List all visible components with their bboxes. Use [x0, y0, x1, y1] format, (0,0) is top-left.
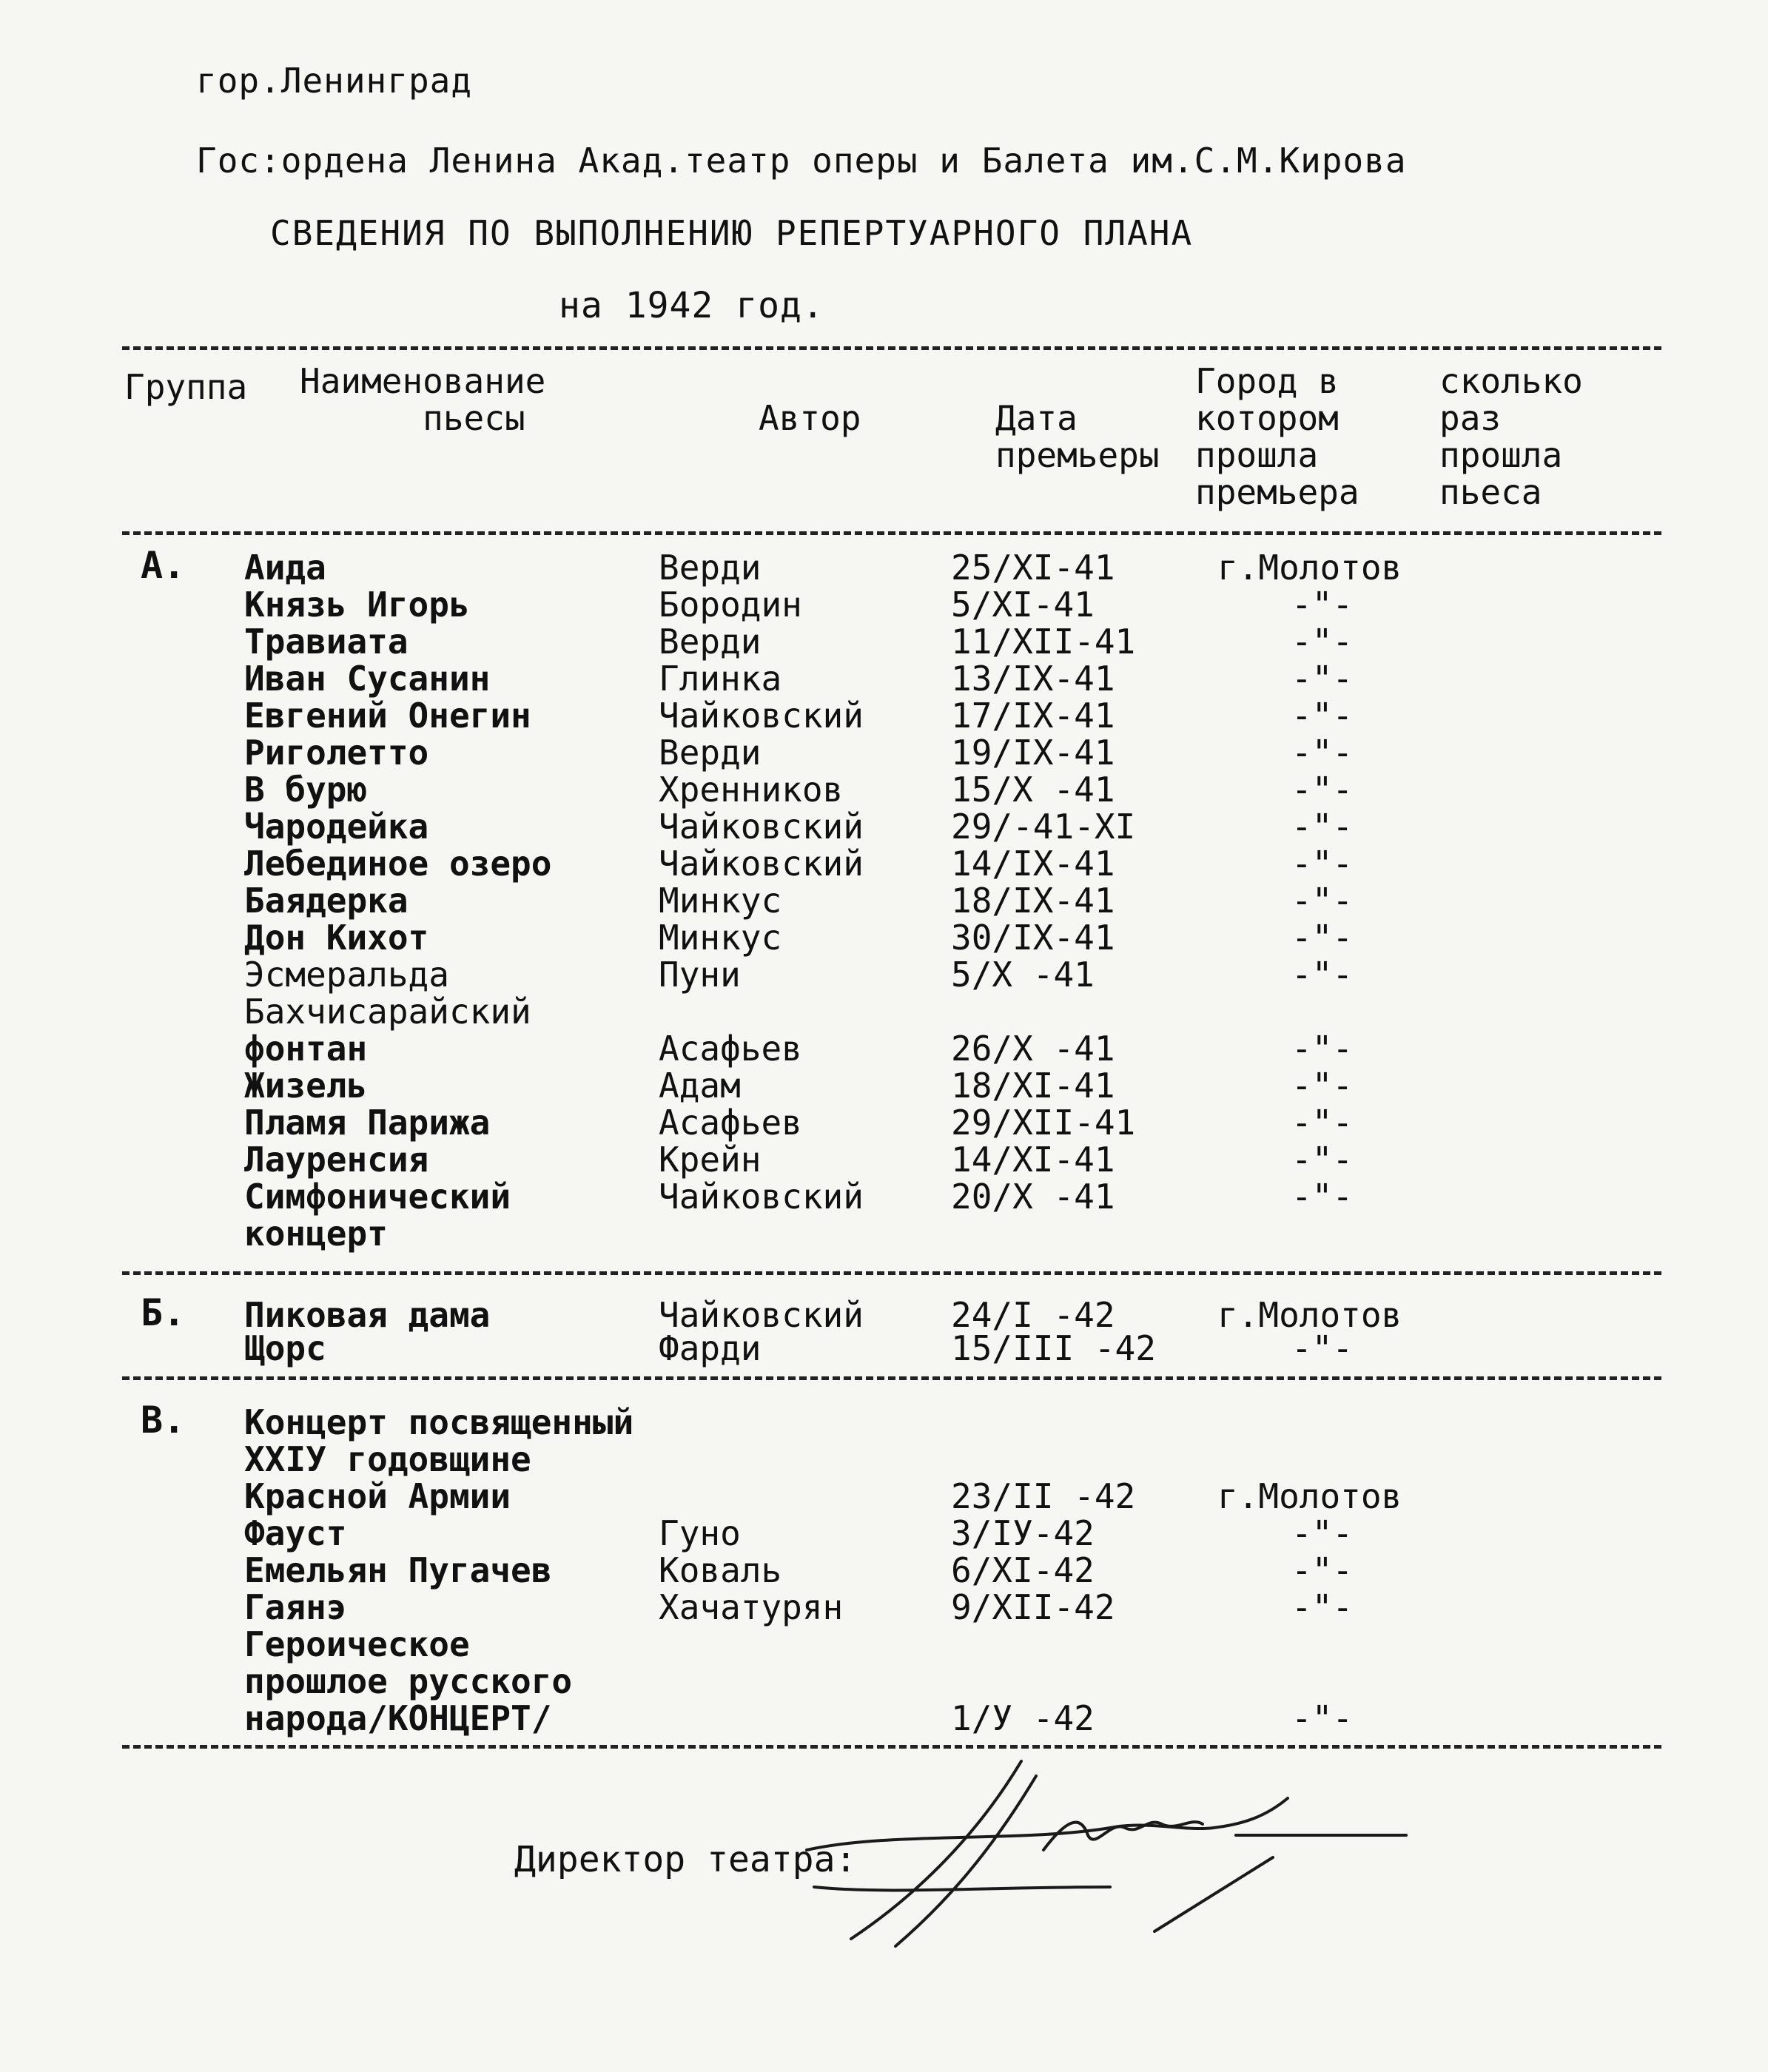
premiere-city: -"-: [1291, 1103, 1354, 1143]
author-name: Крейн: [659, 1140, 762, 1180]
premiere-date: 3/IУ-42: [951, 1513, 1095, 1553]
document-title: СВЕДЕНИЯ ПО ВЫПОЛНЕНИЮ РЕПЕРТУАРНОГО ПЛАНА: [270, 213, 1194, 253]
premiere-city: -"-: [1291, 918, 1354, 958]
play-name: Емельян Пугачев: [244, 1550, 552, 1590]
author-name: Верди: [659, 548, 762, 588]
author-name: Хренников: [659, 770, 844, 810]
table-row: [0, 1177, 1768, 1217]
author-name: Глинка: [659, 659, 782, 699]
play-name: Лауренсия: [244, 1140, 429, 1180]
premiere-date: 15/III -42: [951, 1328, 1156, 1368]
table-row: [0, 1402, 1768, 1442]
theatre-name: Гос:ордена Ленина Акад.театр оперы и Балета им.С.М.Кирова: [196, 141, 1407, 181]
table-row: [0, 585, 1768, 625]
play-name: Евгений Онегин: [244, 696, 531, 736]
premiere-city: -"-: [1291, 1513, 1354, 1553]
premiere-date: 1/У -42: [951, 1698, 1095, 1738]
play-name: Героическое: [244, 1624, 470, 1664]
premiere-city: -"-: [1291, 696, 1354, 736]
play-name: народа/КОНЦЕРТ/: [244, 1698, 552, 1738]
play-name: Симфонический: [244, 1177, 511, 1217]
play-name: фонтан: [244, 1029, 368, 1069]
author-name: Бородин: [659, 585, 802, 625]
author-name: Адам: [659, 1066, 741, 1106]
premiere-city: -"-: [1291, 1066, 1354, 1106]
column-header-name: Наименование пьесы: [300, 361, 546, 438]
play-name: Бахчисарайский: [244, 992, 531, 1032]
play-name: Концерт посвященный: [244, 1402, 634, 1442]
table-row: [0, 548, 1768, 588]
author-name: Чайковский: [659, 807, 864, 847]
city-line: гор.Ленинград: [196, 61, 473, 101]
premiere-date: 30/IX-41: [951, 918, 1115, 958]
premiere-city: -"-: [1291, 1698, 1354, 1738]
table-row: [0, 1140, 1768, 1180]
premiere-city: -"-: [1291, 1029, 1354, 1069]
table-row: [0, 1587, 1768, 1627]
play-name: Травиата: [244, 622, 409, 662]
premiere-date: 29/XII-41: [951, 1103, 1136, 1143]
table-row: [0, 955, 1768, 995]
premiere-date: 17/IX-41: [951, 696, 1115, 736]
premiere-city: -"-: [1291, 622, 1354, 662]
divider: [122, 1376, 1661, 1380]
author-name: Гуно: [659, 1513, 741, 1553]
play-name: прошлое русского: [244, 1661, 573, 1701]
premiere-city: -"-: [1291, 844, 1354, 884]
table-row: [0, 1698, 1768, 1738]
author-name: Асафьев: [659, 1103, 802, 1143]
premiere-date: 29/-41-XI: [951, 807, 1136, 847]
premiere-city: -"-: [1291, 585, 1354, 625]
table-row: [0, 1328, 1768, 1368]
column-header-group: Группа: [124, 367, 248, 407]
premiere-city: г.Молотов: [1217, 548, 1402, 588]
premiere-date: 14/IX-41: [951, 844, 1115, 884]
group-label-v: В.: [141, 1399, 186, 1442]
author-name: Хачатурян: [659, 1587, 844, 1627]
premiere-city: -"-: [1291, 807, 1354, 847]
premiere-date: 15/X -41: [951, 770, 1115, 810]
premiere-city: -"-: [1291, 881, 1354, 921]
author-name: Чайковский: [659, 1177, 864, 1217]
play-name: Пламя Парижа: [244, 1103, 491, 1143]
table-row: [0, 1550, 1768, 1590]
play-name: Риголетто: [244, 733, 429, 773]
premiere-date: 6/XI-42: [951, 1550, 1095, 1590]
premiere-date: 18/IX-41: [951, 881, 1115, 921]
premiere-city: -"-: [1291, 1550, 1354, 1590]
author-name: Фарди: [659, 1328, 762, 1368]
play-name: Эсмеральда: [244, 955, 449, 995]
play-name: Иван Сусанин: [244, 659, 491, 699]
author-name: Верди: [659, 622, 762, 662]
table-row: [0, 807, 1768, 847]
premiere-date: 13/IX-41: [951, 659, 1115, 699]
premiere-city: -"-: [1291, 659, 1354, 699]
play-name: Пиковая дама: [244, 1295, 491, 1335]
group-label-a: А.: [141, 544, 186, 587]
play-name: Чародейка: [244, 807, 429, 847]
premiere-date: 9/XII-42: [951, 1587, 1115, 1627]
table-row: [0, 1214, 1768, 1254]
divider: [122, 531, 1661, 535]
table-row: [0, 992, 1768, 1032]
play-name: Лебединое озеро: [244, 844, 552, 884]
handwritten-signature: [799, 1746, 1428, 1983]
author-name: Минкус: [659, 918, 782, 958]
play-name: Жизель: [244, 1066, 368, 1106]
premiere-city: -"-: [1291, 1177, 1354, 1217]
table-row: [0, 733, 1768, 773]
column-header-date: Дата премьеры: [995, 398, 1160, 475]
table-row: [0, 881, 1768, 921]
table-row: [0, 659, 1768, 699]
author-name: Минкус: [659, 881, 782, 921]
premiere-city: г.Молотов: [1217, 1295, 1402, 1335]
play-name: Фауст: [244, 1513, 347, 1553]
premiere-date: 5/XI-41: [951, 585, 1095, 625]
premiere-city: -"-: [1291, 733, 1354, 773]
table-row: [0, 1103, 1768, 1143]
column-header-count: сколько раз прошла пьеса: [1439, 361, 1583, 512]
table-row: [0, 844, 1768, 884]
table-row: [0, 918, 1768, 958]
table-row: [0, 1624, 1768, 1664]
premiere-city: -"-: [1291, 955, 1354, 995]
premiere-city: -"-: [1291, 1140, 1354, 1180]
premiere-date: 5/X -41: [951, 955, 1095, 995]
column-header-city: Город в котором прошла премьера: [1195, 361, 1359, 512]
table-row: [0, 1661, 1768, 1701]
table-row: [0, 696, 1768, 736]
premiere-date: 14/XI-41: [951, 1140, 1115, 1180]
play-name: В бурю: [244, 770, 368, 810]
play-name: Щорс: [244, 1328, 326, 1368]
play-name: Князь Игорь: [244, 585, 470, 625]
table-row: [0, 622, 1768, 662]
premiere-date: 25/XI-41: [951, 548, 1115, 588]
table-row: [0, 770, 1768, 810]
premiere-city: -"-: [1291, 1587, 1354, 1627]
director-label: Директор театра:: [514, 1839, 857, 1880]
table-row: [0, 1295, 1768, 1335]
premiere-date: 11/XII-41: [951, 622, 1136, 662]
document-year: на 1942 год.: [559, 285, 824, 326]
divider: [122, 1271, 1661, 1275]
premiere-city: г.Молотов: [1217, 1476, 1402, 1516]
play-name: Красной Армии: [244, 1476, 511, 1516]
premiere-date: 20/X -41: [951, 1177, 1115, 1217]
play-name: XXIУ годовщине: [244, 1439, 531, 1479]
premiere-city: -"-: [1291, 770, 1354, 810]
table-row: [0, 1439, 1768, 1479]
premiere-date: 23/II -42: [951, 1476, 1136, 1516]
premiere-date: 26/X -41: [951, 1029, 1115, 1069]
group-label-b: Б.: [141, 1291, 186, 1334]
author-name: Чайковский: [659, 696, 864, 736]
premiere-date: 19/IX-41: [951, 733, 1115, 773]
column-header-author: Автор: [759, 398, 861, 438]
divider: [122, 346, 1661, 350]
premiere-city: -"-: [1291, 1328, 1354, 1368]
play-name: Дон Кихот: [244, 918, 429, 958]
author-name: Верди: [659, 733, 762, 773]
play-name: Баядерка: [244, 881, 409, 921]
table-row: [0, 1513, 1768, 1553]
author-name: Коваль: [659, 1550, 782, 1590]
premiere-date: 18/XI-41: [951, 1066, 1115, 1106]
play-name: концерт: [244, 1214, 388, 1254]
premiere-date: 24/I -42: [951, 1295, 1115, 1335]
play-name: Аида: [244, 548, 326, 588]
author-name: Пуни: [659, 955, 741, 995]
author-name: Чайковский: [659, 1295, 864, 1335]
author-name: Чайковский: [659, 844, 864, 884]
author-name: Асафьев: [659, 1029, 802, 1069]
table-row: [0, 1029, 1768, 1069]
play-name: Гаянэ: [244, 1587, 347, 1627]
table-row: [0, 1476, 1768, 1516]
table-row: [0, 1066, 1768, 1106]
